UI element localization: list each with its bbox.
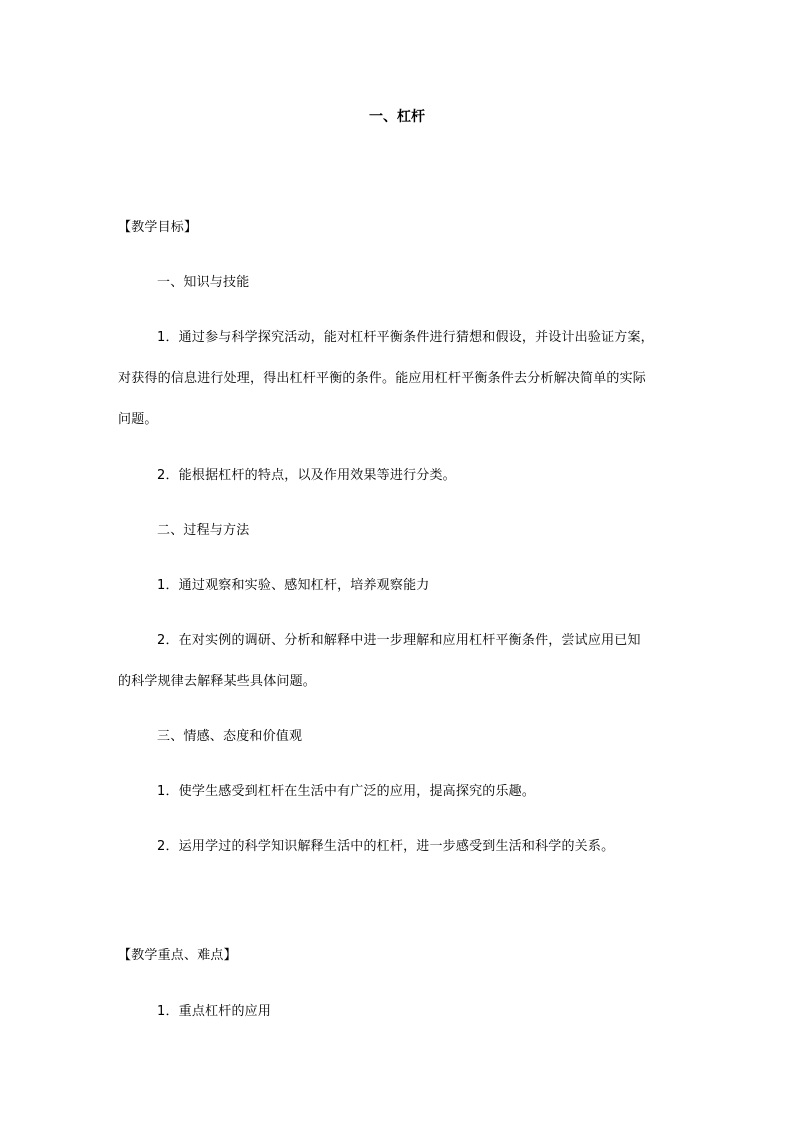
paragraph-line: 1．通过参与科学探究活动，能对杠杆平衡条件进行猜想和假设，并设计出验证方案， (157, 330, 654, 345)
page-title: 一、杠杆 (369, 109, 425, 125)
paragraph-line: 2．在对实例的调研、分析和解释中进一步理解和应用杠杆平衡条件，尝试应用已知 (157, 633, 641, 648)
emotion-values-title: 三、情感、态度和价值观 (157, 729, 303, 744)
paragraph-line: 1．使学生感受到杠杆在生活中有广泛的应用，提高探究的乐趣。 (157, 784, 536, 799)
paragraph-line: 问题。 (118, 412, 158, 427)
paragraph-line: 2．运用学过的科学知识解释生活中的杠杆，进一步感受到生活和科学的关系。 (157, 839, 615, 854)
paragraph-line: 的科学规律去解释某些具体问题。 (118, 674, 317, 689)
paragraph-line: 1．通过观察和实验、感知杠杆，培养观察能力 (157, 578, 430, 593)
key-points-heading: 【教学重点、难点】 (118, 948, 237, 963)
paragraph-line: 对获得的信息进行处理，得出杠杆平衡的条件。能应用杠杆平衡条件去分析解决简单的实际 (118, 371, 647, 386)
objectives-heading: 【教学目标】 (118, 220, 198, 235)
process-methods-title: 二、过程与方法 (157, 523, 250, 538)
paragraph-line: 1．重点杠杆的应用 (157, 1004, 272, 1019)
paragraph-line: 2．能根据杠杆的特点，以及作用效果等进行分类。 (157, 468, 456, 483)
knowledge-skills-title: 一、知识与技能 (157, 275, 250, 290)
